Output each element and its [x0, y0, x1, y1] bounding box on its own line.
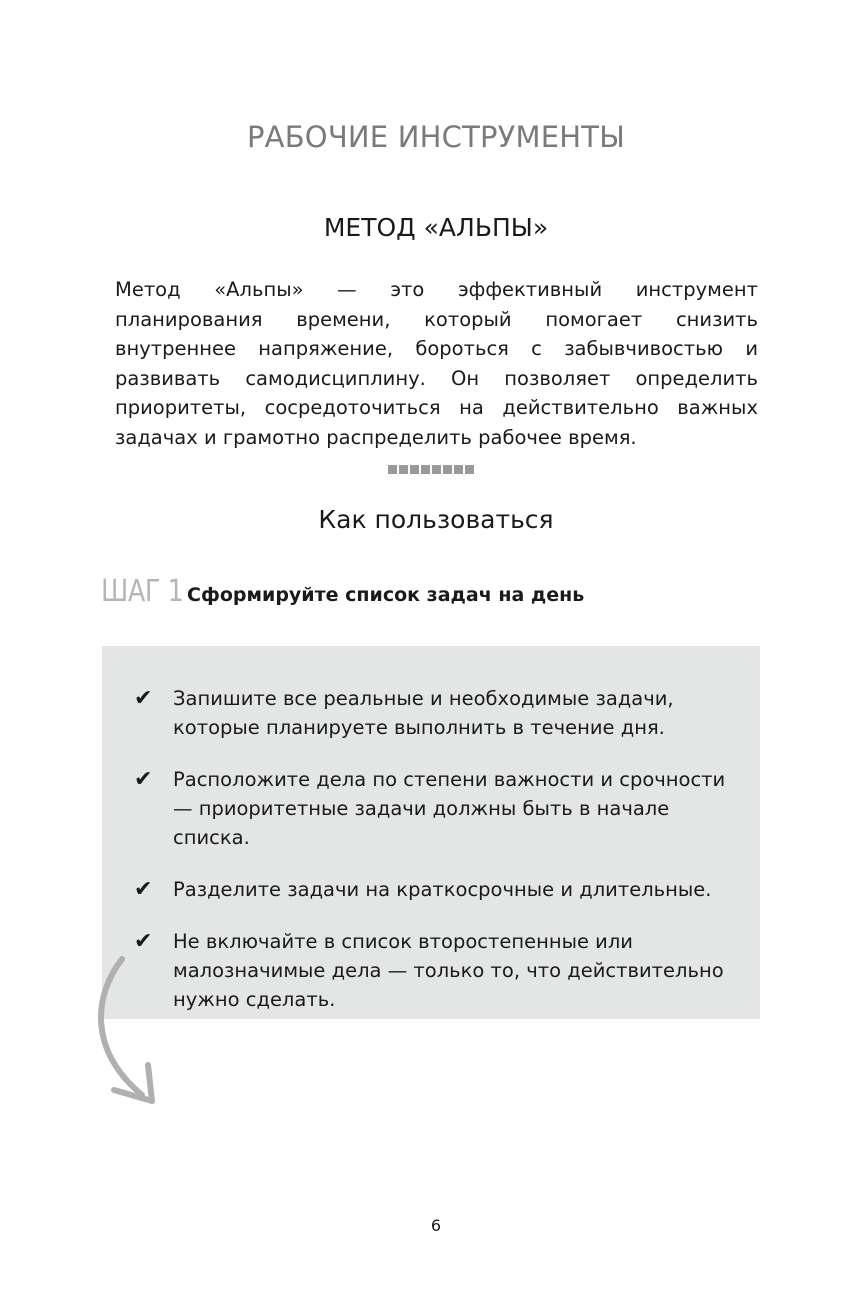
section-divider: [388, 465, 474, 474]
task-text: Разделите задачи на краткосрочные и длительные.: [173, 878, 712, 901]
task-text: Запишите все реальные и необходимые задачи, которые планируете выполнить в течение дня.: [173, 687, 674, 739]
step-text: Сформируйте список задач на день: [187, 584, 585, 606]
list-item: [134, 684, 734, 742]
intro-paragraph: Метод «Альпы» — это эффективный инструмент планирования времени, который помогает снизить внутреннее напряжение, бороться с забывчивостью и развивать самодисциплину. Он позволяет определить приоритеты, сосредоточиться на действительно важных задачах и грамотно распределить рабочее время.: [115, 278, 758, 449]
check-icon: ✔: [134, 929, 153, 954]
step-number: ШАГ 1: [101, 574, 184, 609]
task-text: Не включайте в список второстепенные или малозначимые дела — только то, что действительно нужно сделать.: [173, 930, 724, 1011]
task-text: Расположите дела по степени важности и срочности — приоритетные задачи должны быть в начале списка.: [173, 768, 726, 849]
curved-arrow-icon: [84, 955, 174, 1115]
list-item: [134, 765, 734, 852]
howto-title: Как пользоваться: [318, 505, 554, 534]
check-icon: ✔: [134, 686, 153, 711]
page-number: 6: [430, 1216, 442, 1235]
list-item: [134, 927, 734, 1014]
section-title: РАБОЧИЕ ИНСТРУМЕНТЫ: [246, 120, 626, 154]
method-title: МЕТОД «АЛЬПЫ»: [323, 213, 549, 242]
list-item: [134, 875, 734, 904]
step-heading: [101, 574, 584, 609]
task-list: [134, 684, 734, 1037]
check-icon: ✔: [134, 877, 153, 902]
check-icon: ✔: [134, 767, 153, 792]
